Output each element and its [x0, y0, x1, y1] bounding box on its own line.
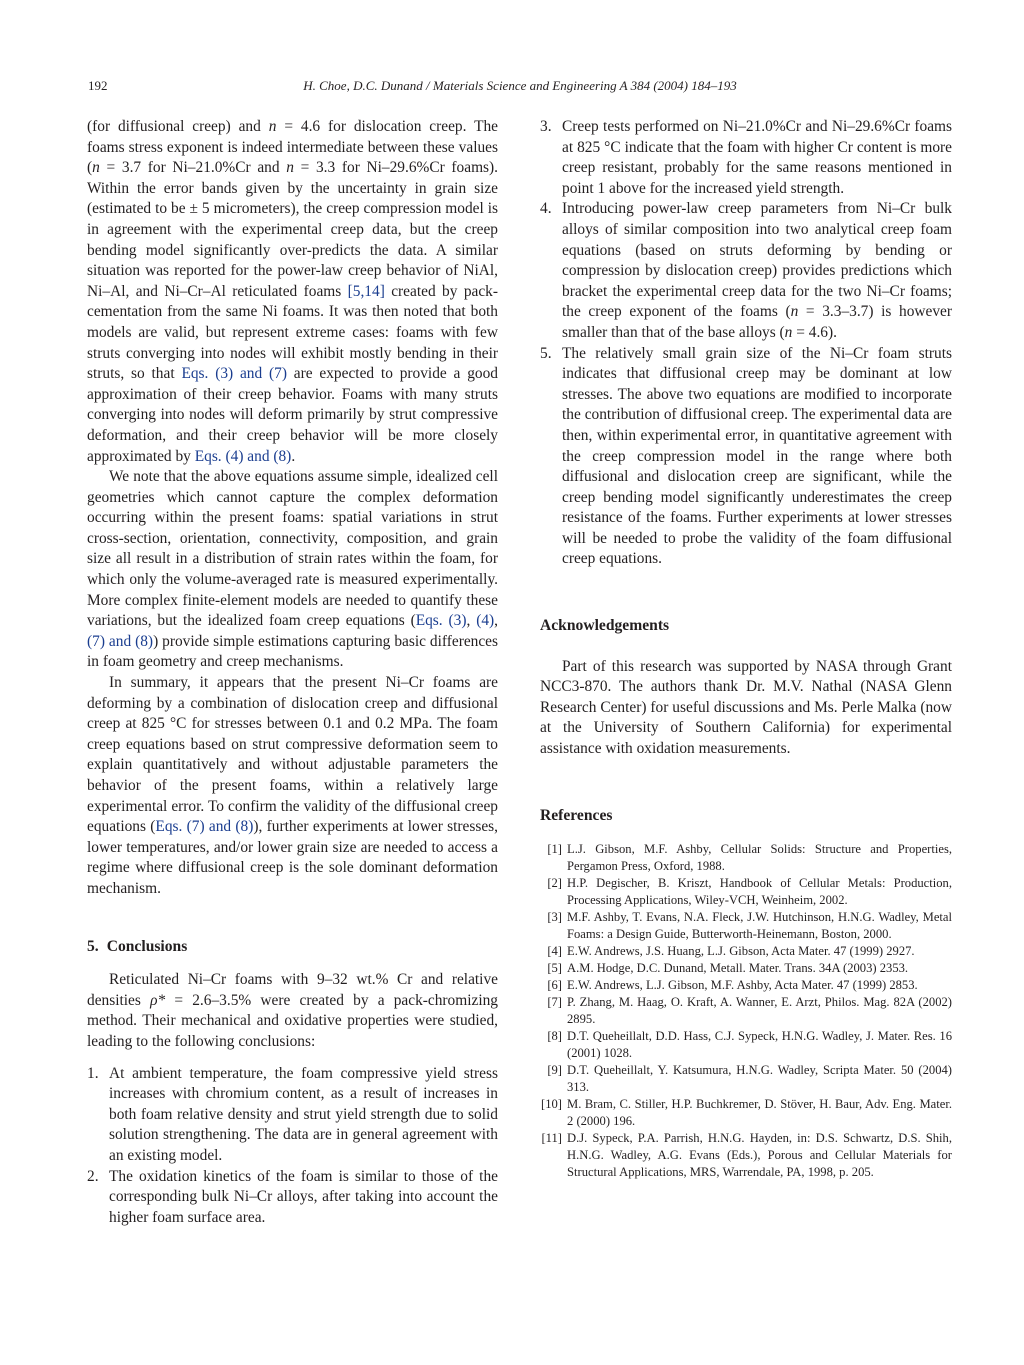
list-item: 1. At ambient temperature, the foam compressive yield stress increases with chromium content, as a result of increases in both foam relative density and strut yield strength due to solid solution strengthening. The data are in general agreement with an existing model. — [87, 1064, 498, 1164]
acknowledgements-text: Part of this research was supported by NASA through Grant NCC3-870. The authors thank Dr. M.V. Nathal (NASA Glenn Research Center) for useful discussions and Ms. Perle Malka (now at the University of Southern California) for experimental assistance with oxidation measurements. — [540, 657, 952, 758]
reference-item: [2] H.P. Degischer, B. Kriszt, Handbook of Cellular Metals: Production, Processing Applications, Wiley-VCH, Weinheim, 2002. — [547, 876, 952, 908]
list-item: 4. Introducing power-law creep parameters from Ni–Cr bulk alloys of similar composition into two analytical creep foam equations (based on struts deforming by bending or compression by dislocation creep) provides predictions which bracket the experimental creep data for the two Ni–Cr foams; the creep exponent of the foams (n = 3.3–3.7) is however smaller than that of the base alloys (n = 4.6). — [540, 200, 952, 341]
equation-link[interactable]: (4) — [476, 612, 495, 630]
reference-item: [10] M. Bram, C. Stiller, H.P. Buchkremer, D. Stöver, H. Baur, Adv. Eng. Mater. 2 (2000) 196. — [541, 1097, 952, 1129]
equation-link[interactable]: Eqs. (7) and (8) — [155, 818, 254, 836]
equation-link[interactable]: Eqs. (4) and (8) — [194, 447, 292, 465]
references-list — [540, 841, 952, 1181]
reference-item: [11] D.J. Sypeck, P.A. Parrish, H.N.G. Hayden, in: D.S. Schwartz, D.S. Shih, H.N.G. Wadley, A.G. Evans (Eds.), Porous and Cellular Materials for Structural Applications, MRS, Warrendale, PA, 1998, p. 205. — [541, 1131, 952, 1180]
paragraph-idealized-geometry: We note that the above equations assume simple, idealized cell geometries which cannot capture the complex deformation occurring within the present foams: spatial variations in strut cross-section, orientation, connectivity, composition, and grain size all result in a distribution of strain rates within the foam, for which only the volume-averaged rate is measured experimentally. More complex finite-element models are needed to quantify these variations, but the idealized foam creep equations (Eqs. (3), (4), (7) and (8)) provide simple estimations capturing basic differences in foam geometry and creep mechanisms. — [87, 468, 499, 671]
equation-link[interactable]: Eqs. (3) and (7) — [181, 365, 287, 383]
references-heading: References — [540, 806, 613, 824]
list-item: 3. Creep tests performed on Ni–21.0%Cr and Ni–29.6%Cr foams at 825 °C indicate that the foam with higher Cr content is more creep resistant, probably for the same reasons mentioned in point 1 above for the increased yield strength. — [540, 118, 952, 197]
reference-item: [8] D.T. Queheillalt, D.D. Hass, C.J. Sypeck, H.N.G. Wadley, J. Mater. Res. 16 (2001) 1028. — [547, 1029, 952, 1061]
paragraph-summary: In summary, it appears that the present Ni–Cr foams are deforming by a combination of dislocation creep and diffusional creep at 825 °C for stresses between 0.1 and 0.2 MPa. The foam creep equations based on strut compressive deformation seem to explain quantitatively and without adjustable parameters the behavior of the present foams, within a relatively large experimental error. To confirm the validity of the diffusional creep equations (Eqs. (7) and (8)), further experiments at lower stresses, lower temperatures, and/or lower grain size are needed to access a regime where diffusional creep is the sole dominant deformation mechanism. — [87, 674, 498, 897]
equation-link[interactable]: Eqs. (3) — [415, 612, 467, 630]
running-title: H. Choe, D.C. Dunand / Materials Science and Engineering A 384 (2004) 184–193 — [303, 78, 737, 93]
citation-link[interactable]: [5,14] — [347, 282, 385, 300]
running-header — [88, 78, 952, 100]
reference-item: [6] E.W. Andrews, L.J. Gibson, M.F. Ashby, Acta Mater. 47 (1999) 2853. — [547, 978, 918, 993]
conclusions-list-continued — [540, 117, 952, 570]
paragraph-conclusions-intro: Reticulated Ni–Cr foams with 9–32 wt.% Cr and relative densities ρ* = 2.6–3.5% were created by a pack-chromizing method. Their mechanical and oxidative properties were studied, leading to the following conclusions: — [87, 971, 498, 1050]
acknowledgements-heading: Acknowledgements — [540, 617, 670, 635]
reference-item: [4] E.W. Andrews, J.S. Huang, L.J. Gibson, Acta Mater. 47 (1999) 2927. — [547, 944, 915, 959]
list-item: 2. The oxidation kinetics of the foam is similar to those of the corresponding bulk Ni–Cr alloys, after taking into account the higher foam surface area. — [87, 1167, 498, 1226]
reference-item: [9] D.T. Queheillalt, Y. Katsumura, H.N.G. Wadley, Scripta Mater. 50 (2004) 313. — [547, 1063, 952, 1095]
reference-item: [1] L.J. Gibson, M.F. Ashby, Cellular Solids: Structure and Properties, Pergamon Press, Oxford, 1988. — [547, 842, 952, 874]
conclusions-list — [87, 1064, 498, 1229]
equation-link[interactable]: (7) and (8) — [87, 632, 154, 650]
reference-item: [7] P. Zhang, M. Haag, O. Kraft, A. Wanner, E. Arzt, Philos. Mag. 82A (2002) 2895. — [547, 995, 952, 1027]
page-number: 192 — [88, 78, 108, 93]
reference-item: [3] M.F. Ashby, T. Evans, N.A. Fleck, J.W. Hutchinson, H.N.G. Wadley, Metal Foams: a Design Guide, Butterworth-Heinemann, Boston, 2000. — [547, 910, 952, 942]
list-item: 5. The relatively small grain size of the Ni–Cr foam struts indicates that diffusional creep may be dominant at low stresses. The above two equations are modified to incorporate the contribution of diffusional creep. The experimental data are then, within experimental error, in quantitative agreement with the creep compression model in the range where both diffusional and dislocation creep are significant, while the creep bending model significantly underestimates the creep resistance of the foams. Further experiments at lower stresses will be needed to probe the validity of the foam diffusional creep equations. — [540, 344, 952, 568]
paragraph-creep-models: (for diffusional creep) and n = 4.6 for dislocation creep. The foams stress exponent is indeed intermediate between these values (n = 3.7 for Ni–21.0%Cr and n = 3.3 for Ni–29.6%Cr foams). Within the error bands given by the uncertainty in grain size (estimated to be ± 5 micrometers), the creep compression model is in agreement with the experimental creep data, but the creep bending model significantly over-predicts the data. A similar situation was reported for the power-law creep behavior of NiAl, Ni–Al, and Ni–Cr–Al reticulated foams [5,14] created by pack-cementation from the same Ni foams. It was then noted that both models are valid, but represent extreme cases: foams with few struts converging into nodes will exhibit mostly bending in their struts, so that Eqs. (3) and (7) are expected to provide a good approximation of their creep behavior. Foams with many struts converging into nodes will deform primarily by strut compressive deformation, and their creep behavior will be more closely approximated by Eqs. (4) and (8). — [87, 118, 499, 465]
left-column — [87, 117, 498, 1228]
right-column — [540, 117, 952, 1181]
section-heading-conclusions: 5. Conclusions — [87, 937, 188, 955]
reference-item: [5] A.M. Hodge, D.C. Dunand, Metall. Mater. Trans. 34A (2003) 2353. — [547, 961, 909, 976]
